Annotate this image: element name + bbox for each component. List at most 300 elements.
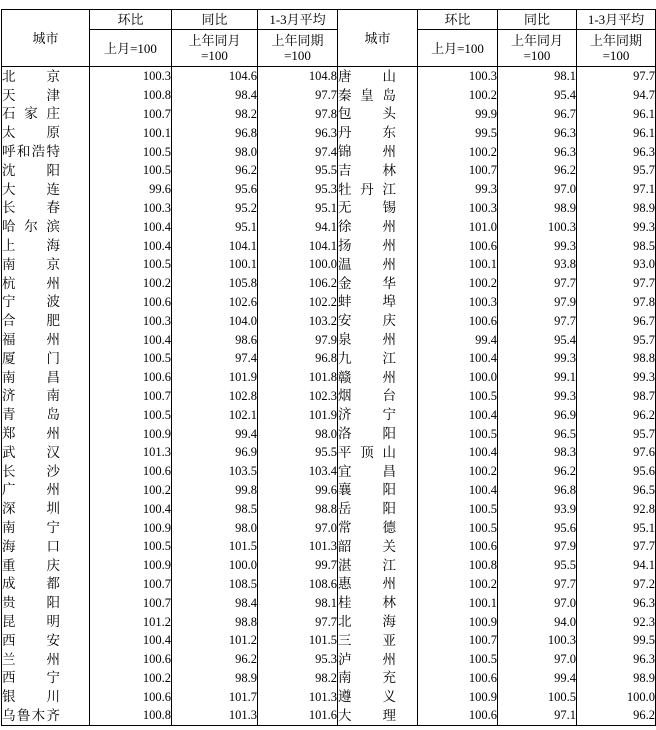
avg-value: 98.5 xyxy=(577,236,656,255)
yoy-value: 98.8 xyxy=(172,612,258,631)
avg-value: 97.1 xyxy=(577,180,656,199)
city-name: 烟台 xyxy=(338,388,396,404)
avg-value: 103.2 xyxy=(258,311,338,330)
mom-value: 100.7 xyxy=(90,105,172,124)
city-cell xyxy=(338,217,418,236)
city-name: 青岛 xyxy=(2,407,60,423)
mom-value: 100.5 xyxy=(418,387,498,406)
table-row xyxy=(2,180,656,199)
avg-value: 96.1 xyxy=(577,123,656,142)
yoy-value: 95.2 xyxy=(172,199,258,218)
avg-value: 97.6 xyxy=(577,443,656,462)
avg-value: 103.4 xyxy=(258,462,338,481)
city-cell xyxy=(2,593,90,612)
city-cell xyxy=(2,311,90,330)
avg-value: 95.7 xyxy=(577,161,656,180)
city-name: 广州 xyxy=(2,482,60,498)
mom-value: 100.4 xyxy=(90,236,172,255)
mom-value: 100.6 xyxy=(90,462,172,481)
mom-value: 100.5 xyxy=(90,142,172,161)
city-name: 无锡 xyxy=(338,200,396,216)
mom-value: 100.2 xyxy=(418,274,498,293)
city-cell xyxy=(2,650,90,669)
city-header-left: 城市 xyxy=(2,10,90,67)
city-cell xyxy=(2,537,90,556)
mom-value: 100.2 xyxy=(90,481,172,500)
avg-value: 96.2 xyxy=(577,405,656,424)
avg-value: 98.2 xyxy=(258,669,338,688)
city-name: 秦皇岛 xyxy=(338,87,396,103)
avg-value: 92.8 xyxy=(577,499,656,518)
table-row xyxy=(2,687,656,706)
city-name: 南京 xyxy=(2,256,60,272)
avg-value: 95.1 xyxy=(577,518,656,537)
avg-value: 101.3 xyxy=(258,537,338,556)
city-name: 兰州 xyxy=(2,651,60,667)
avg-value: 99.3 xyxy=(577,217,656,236)
yoy-value: 97.7 xyxy=(498,575,577,594)
city-cell xyxy=(2,631,90,650)
mom-value: 100.5 xyxy=(90,255,172,274)
city-name: 扬州 xyxy=(338,238,396,254)
table-row xyxy=(2,499,656,518)
city-cell xyxy=(2,86,90,105)
avg-value: 99.5 xyxy=(577,631,656,650)
table-row xyxy=(2,387,656,406)
mom-value: 100.2 xyxy=(418,86,498,105)
avg-value: 96.7 xyxy=(577,311,656,330)
mom-value: 100.5 xyxy=(418,650,498,669)
city-name: 上海 xyxy=(2,238,60,254)
yoy-value: 96.2 xyxy=(498,462,577,481)
city-cell xyxy=(338,368,418,387)
city-name: 长沙 xyxy=(2,463,60,479)
mom-value: 100.2 xyxy=(90,274,172,293)
yoy-value: 95.1 xyxy=(172,217,258,236)
table-row xyxy=(2,330,656,349)
city-cell xyxy=(2,706,90,725)
yoy-value: 97.4 xyxy=(172,349,258,368)
avg-base-line2: =100 xyxy=(284,48,311,63)
city-name: 北海 xyxy=(338,614,396,629)
city-cell xyxy=(338,161,418,180)
avg-value: 99.3 xyxy=(577,368,656,387)
table-row xyxy=(2,368,656,387)
city-name: 赣州 xyxy=(338,369,396,385)
avg-value: 101.3 xyxy=(258,687,338,706)
mom-value: 100.9 xyxy=(90,518,172,537)
city-name: 乌鲁木齐 xyxy=(2,707,60,723)
yoy-value: 96.2 xyxy=(498,161,577,180)
avg-value: 104.1 xyxy=(258,236,338,255)
yoy-value: 96.2 xyxy=(172,161,258,180)
table-row xyxy=(2,481,656,500)
yoy-value: 101.3 xyxy=(172,706,258,725)
yoy-value: 98.3 xyxy=(498,443,577,462)
yoy-value: 95.4 xyxy=(498,86,577,105)
avg-value: 97.7 xyxy=(577,274,656,293)
city-name: 长春 xyxy=(2,200,60,216)
avg-value: 94.1 xyxy=(258,217,338,236)
city-cell xyxy=(2,161,90,180)
mom-value: 100.7 xyxy=(90,387,172,406)
mom-value: 99.6 xyxy=(90,180,172,199)
avg-value: 93.0 xyxy=(577,255,656,274)
mom-value: 100.6 xyxy=(418,537,498,556)
mom-value: 100.4 xyxy=(418,443,498,462)
table-row xyxy=(2,443,656,462)
city-name: 惠州 xyxy=(338,576,396,592)
city-name: 济南 xyxy=(2,388,60,404)
header-row-bases xyxy=(2,30,656,67)
city-cell xyxy=(2,368,90,387)
yoy-value: 94.0 xyxy=(498,612,577,631)
city-cell xyxy=(338,537,418,556)
city-name: 包头 xyxy=(338,106,396,122)
avg-value: 101.8 xyxy=(258,368,338,387)
city-name: 西安 xyxy=(2,632,60,648)
mom-header-left: 环比 xyxy=(90,10,172,30)
table-body xyxy=(2,67,656,726)
yoy-value: 102.8 xyxy=(172,387,258,406)
table-row xyxy=(2,462,656,481)
avg-value: 101.5 xyxy=(258,631,338,650)
city-cell xyxy=(338,387,418,406)
avg-base-right xyxy=(577,30,656,67)
city-name: 哈尔滨 xyxy=(2,219,60,235)
table-row xyxy=(2,349,656,368)
table-row xyxy=(2,650,656,669)
city-cell xyxy=(2,142,90,161)
city-name: 三亚 xyxy=(338,632,396,648)
city-cell xyxy=(2,424,90,443)
avg-value: 99.6 xyxy=(258,481,338,500)
avg-value: 101.6 xyxy=(258,706,338,725)
city-cell xyxy=(338,706,418,725)
city-cell xyxy=(2,293,90,312)
city-cell xyxy=(338,499,418,518)
avg-value: 98.0 xyxy=(258,424,338,443)
city-name: 深圳 xyxy=(2,501,60,517)
mom-value: 101.2 xyxy=(90,612,172,631)
avg-value: 97.7 xyxy=(258,86,338,105)
mom-value: 100.5 xyxy=(90,161,172,180)
city-name: 大理 xyxy=(338,707,396,723)
mom-value: 100.5 xyxy=(418,499,498,518)
yoy-value: 96.7 xyxy=(498,105,577,124)
city-cell xyxy=(338,424,418,443)
mom-value: 100.6 xyxy=(90,293,172,312)
mom-base-right: 上月=100 xyxy=(418,30,498,67)
city-cell xyxy=(338,650,418,669)
city-cell xyxy=(2,236,90,255)
mom-value: 100.3 xyxy=(90,67,172,86)
table-row xyxy=(2,575,656,594)
yoy-base-line2: =100 xyxy=(523,48,551,63)
avg-value: 97.4 xyxy=(258,142,338,161)
avg-value: 96.3 xyxy=(577,142,656,161)
avg-value: 95.6 xyxy=(577,462,656,481)
city-name: 泸州 xyxy=(338,651,396,667)
yoy-base-line2: =100 xyxy=(201,48,228,63)
mom-value: 100.2 xyxy=(418,575,498,594)
city-cell xyxy=(338,236,418,255)
yoy-value: 99.8 xyxy=(172,481,258,500)
avg-value: 96.3 xyxy=(577,593,656,612)
city-name: 太原 xyxy=(2,125,60,141)
city-name: 南昌 xyxy=(2,369,60,385)
city-name: 唐山 xyxy=(338,68,396,84)
city-cell xyxy=(2,349,90,368)
mom-value: 100.9 xyxy=(418,612,498,631)
yoy-value: 101.2 xyxy=(172,631,258,650)
city-name: 洛阳 xyxy=(338,426,396,442)
mom-value: 100.2 xyxy=(90,669,172,688)
yoy-value: 99.3 xyxy=(498,387,577,406)
avg-value: 95.5 xyxy=(258,161,338,180)
yoy-value: 98.0 xyxy=(172,518,258,537)
avg-value: 96.1 xyxy=(577,105,656,124)
mom-value: 100.6 xyxy=(90,368,172,387)
city-cell xyxy=(338,274,418,293)
mom-value: 100.4 xyxy=(90,217,172,236)
yoy-value: 98.2 xyxy=(172,105,258,124)
mom-value: 99.9 xyxy=(418,105,498,124)
table-row xyxy=(2,274,656,293)
yoy-value: 95.6 xyxy=(172,180,258,199)
city-name: 安庆 xyxy=(338,313,396,329)
table-row xyxy=(2,293,656,312)
yoy-value: 102.6 xyxy=(172,293,258,312)
city-name: 贵阳 xyxy=(2,595,60,611)
yoy-value: 96.9 xyxy=(498,405,577,424)
city-name: 金华 xyxy=(338,275,396,291)
table-row xyxy=(2,67,656,86)
yoy-value: 104.6 xyxy=(172,67,258,86)
city-cell xyxy=(338,349,418,368)
city-cell xyxy=(338,481,418,500)
mom-value: 100.3 xyxy=(418,199,498,218)
avg-value: 96.8 xyxy=(258,349,338,368)
city-name: 西宁 xyxy=(2,670,60,686)
yoy-value: 101.9 xyxy=(172,368,258,387)
mom-value: 100.5 xyxy=(90,405,172,424)
yoy-base-left xyxy=(172,30,258,67)
city-cell xyxy=(2,687,90,706)
yoy-value: 98.9 xyxy=(172,669,258,688)
avg-value: 102.2 xyxy=(258,293,338,312)
yoy-value: 97.7 xyxy=(498,274,577,293)
city-cell xyxy=(2,481,90,500)
city-name: 襄阳 xyxy=(338,482,396,498)
yoy-value: 93.9 xyxy=(498,499,577,518)
mom-value: 100.0 xyxy=(418,368,498,387)
yoy-value: 98.1 xyxy=(498,67,577,86)
city-name: 湛江 xyxy=(338,557,396,573)
avg-value: 97.8 xyxy=(258,105,338,124)
city-name: 蚌埠 xyxy=(338,294,396,310)
avg-value: 96.3 xyxy=(258,123,338,142)
avg-value: 97.9 xyxy=(258,330,338,349)
city-cell xyxy=(338,330,418,349)
yoy-value: 97.0 xyxy=(498,593,577,612)
city-cell xyxy=(338,67,418,86)
city-cell xyxy=(338,462,418,481)
yoy-value: 98.5 xyxy=(172,499,258,518)
mom-value: 100.1 xyxy=(418,255,498,274)
yoy-value: 100.3 xyxy=(498,631,577,650)
city-cell xyxy=(2,199,90,218)
avg-value: 99.7 xyxy=(258,556,338,575)
avg-value: 108.6 xyxy=(258,575,338,594)
city-cell xyxy=(2,387,90,406)
avg-value: 100.0 xyxy=(577,687,656,706)
avg-value: 97.7 xyxy=(577,537,656,556)
table-row xyxy=(2,537,656,556)
table-row xyxy=(2,669,656,688)
avg-value: 98.1 xyxy=(258,593,338,612)
mom-value: 100.4 xyxy=(418,481,498,500)
mom-value: 99.5 xyxy=(418,123,498,142)
avg-base-line1: 上年同期 xyxy=(271,33,324,48)
city-name: 成都 xyxy=(2,576,60,592)
price-index-table xyxy=(1,9,656,726)
mom-value: 100.8 xyxy=(418,556,498,575)
city-cell xyxy=(2,274,90,293)
city-cell xyxy=(338,86,418,105)
yoy-value: 104.1 xyxy=(172,236,258,255)
avg-value: 96.2 xyxy=(577,706,656,725)
avg-value: 97.0 xyxy=(258,518,338,537)
avg-value: 97.7 xyxy=(577,67,656,86)
yoy-value: 97.7 xyxy=(498,311,577,330)
mom-value: 100.6 xyxy=(90,687,172,706)
avg-value: 95.7 xyxy=(577,330,656,349)
mom-value: 100.1 xyxy=(90,123,172,142)
avg-value: 102.3 xyxy=(258,387,338,406)
yoy-header-right: 同比 xyxy=(498,10,577,30)
table-row xyxy=(2,631,656,650)
city-cell xyxy=(2,105,90,124)
city-name: 宁波 xyxy=(2,294,60,310)
city-cell xyxy=(338,311,418,330)
city-name: 丹东 xyxy=(338,125,396,141)
avg-value: 95.5 xyxy=(258,443,338,462)
yoy-value: 104.0 xyxy=(172,311,258,330)
mom-value: 100.9 xyxy=(90,424,172,443)
yoy-value: 98.0 xyxy=(172,142,258,161)
mom-value: 100.2 xyxy=(418,142,498,161)
yoy-value: 99.1 xyxy=(498,368,577,387)
city-name: 海口 xyxy=(2,538,60,554)
mom-value: 100.4 xyxy=(90,631,172,650)
city-cell xyxy=(2,669,90,688)
avg-value: 94.1 xyxy=(577,556,656,575)
avg-value: 98.9 xyxy=(577,199,656,218)
yoy-value: 97.9 xyxy=(498,293,577,312)
mom-value: 100.4 xyxy=(418,405,498,424)
avg-value: 98.9 xyxy=(577,669,656,688)
city-name: 昆明 xyxy=(2,614,60,629)
yoy-value: 101.7 xyxy=(172,687,258,706)
yoy-value: 98.4 xyxy=(172,86,258,105)
mom-value: 100.9 xyxy=(90,556,172,575)
table-row xyxy=(2,518,656,537)
mom-value: 100.3 xyxy=(90,311,172,330)
city-cell xyxy=(338,293,418,312)
city-cell xyxy=(338,199,418,218)
city-name: 银川 xyxy=(2,689,60,705)
avg-value: 96.3 xyxy=(577,650,656,669)
city-cell xyxy=(338,669,418,688)
table-row xyxy=(2,593,656,612)
yoy-value: 96.8 xyxy=(172,123,258,142)
avg-value: 98.8 xyxy=(577,349,656,368)
city-name: 济宁 xyxy=(338,407,396,423)
avg-base-line2: =100 xyxy=(602,48,630,63)
yoy-header-left: 同比 xyxy=(172,10,258,30)
avg-value: 95.3 xyxy=(258,180,338,199)
mom-value: 100.6 xyxy=(418,669,498,688)
mom-value: 99.3 xyxy=(418,180,498,199)
city-name: 呼和浩特 xyxy=(2,144,60,160)
city-cell xyxy=(338,518,418,537)
city-name: 韶关 xyxy=(338,538,396,554)
yoy-value: 96.9 xyxy=(172,443,258,462)
table-row xyxy=(2,199,656,218)
yoy-base-line1: 上年同月 xyxy=(510,33,563,48)
avg-value: 101.9 xyxy=(258,405,338,424)
yoy-value: 95.4 xyxy=(498,330,577,349)
city-name: 沈阳 xyxy=(2,162,60,178)
city-cell xyxy=(338,575,418,594)
avg-value: 106.2 xyxy=(258,274,338,293)
table-row xyxy=(2,612,656,631)
avg-value: 92.3 xyxy=(577,612,656,631)
yoy-value: 96.8 xyxy=(498,481,577,500)
city-name: 北京 xyxy=(2,68,60,84)
avg-value: 97.2 xyxy=(577,575,656,594)
mom-value: 100.9 xyxy=(418,687,498,706)
mom-value: 100.7 xyxy=(418,631,498,650)
city-cell xyxy=(2,255,90,274)
yoy-base-right xyxy=(498,30,577,67)
yoy-value: 96.5 xyxy=(498,424,577,443)
city-cell xyxy=(338,180,418,199)
city-name: 遵义 xyxy=(338,689,396,705)
city-name: 宜昌 xyxy=(338,463,396,479)
yoy-value: 103.5 xyxy=(172,462,258,481)
avg-header-right: 1-3月平均 xyxy=(577,10,656,30)
mom-value: 100.6 xyxy=(418,311,498,330)
yoy-value: 97.9 xyxy=(498,537,577,556)
table-row xyxy=(2,424,656,443)
table-row xyxy=(2,236,656,255)
avg-value: 94.7 xyxy=(577,86,656,105)
city-cell xyxy=(2,67,90,86)
yoy-value: 99.4 xyxy=(172,424,258,443)
yoy-value: 97.0 xyxy=(498,180,577,199)
city-cell xyxy=(338,556,418,575)
city-cell xyxy=(2,556,90,575)
table-row xyxy=(2,405,656,424)
mom-value: 100.7 xyxy=(90,593,172,612)
yoy-value: 100.3 xyxy=(498,217,577,236)
table-row xyxy=(2,255,656,274)
avg-value: 100.0 xyxy=(258,255,338,274)
city-name: 徐州 xyxy=(338,219,396,235)
city-header-right: 城市 xyxy=(338,10,418,67)
